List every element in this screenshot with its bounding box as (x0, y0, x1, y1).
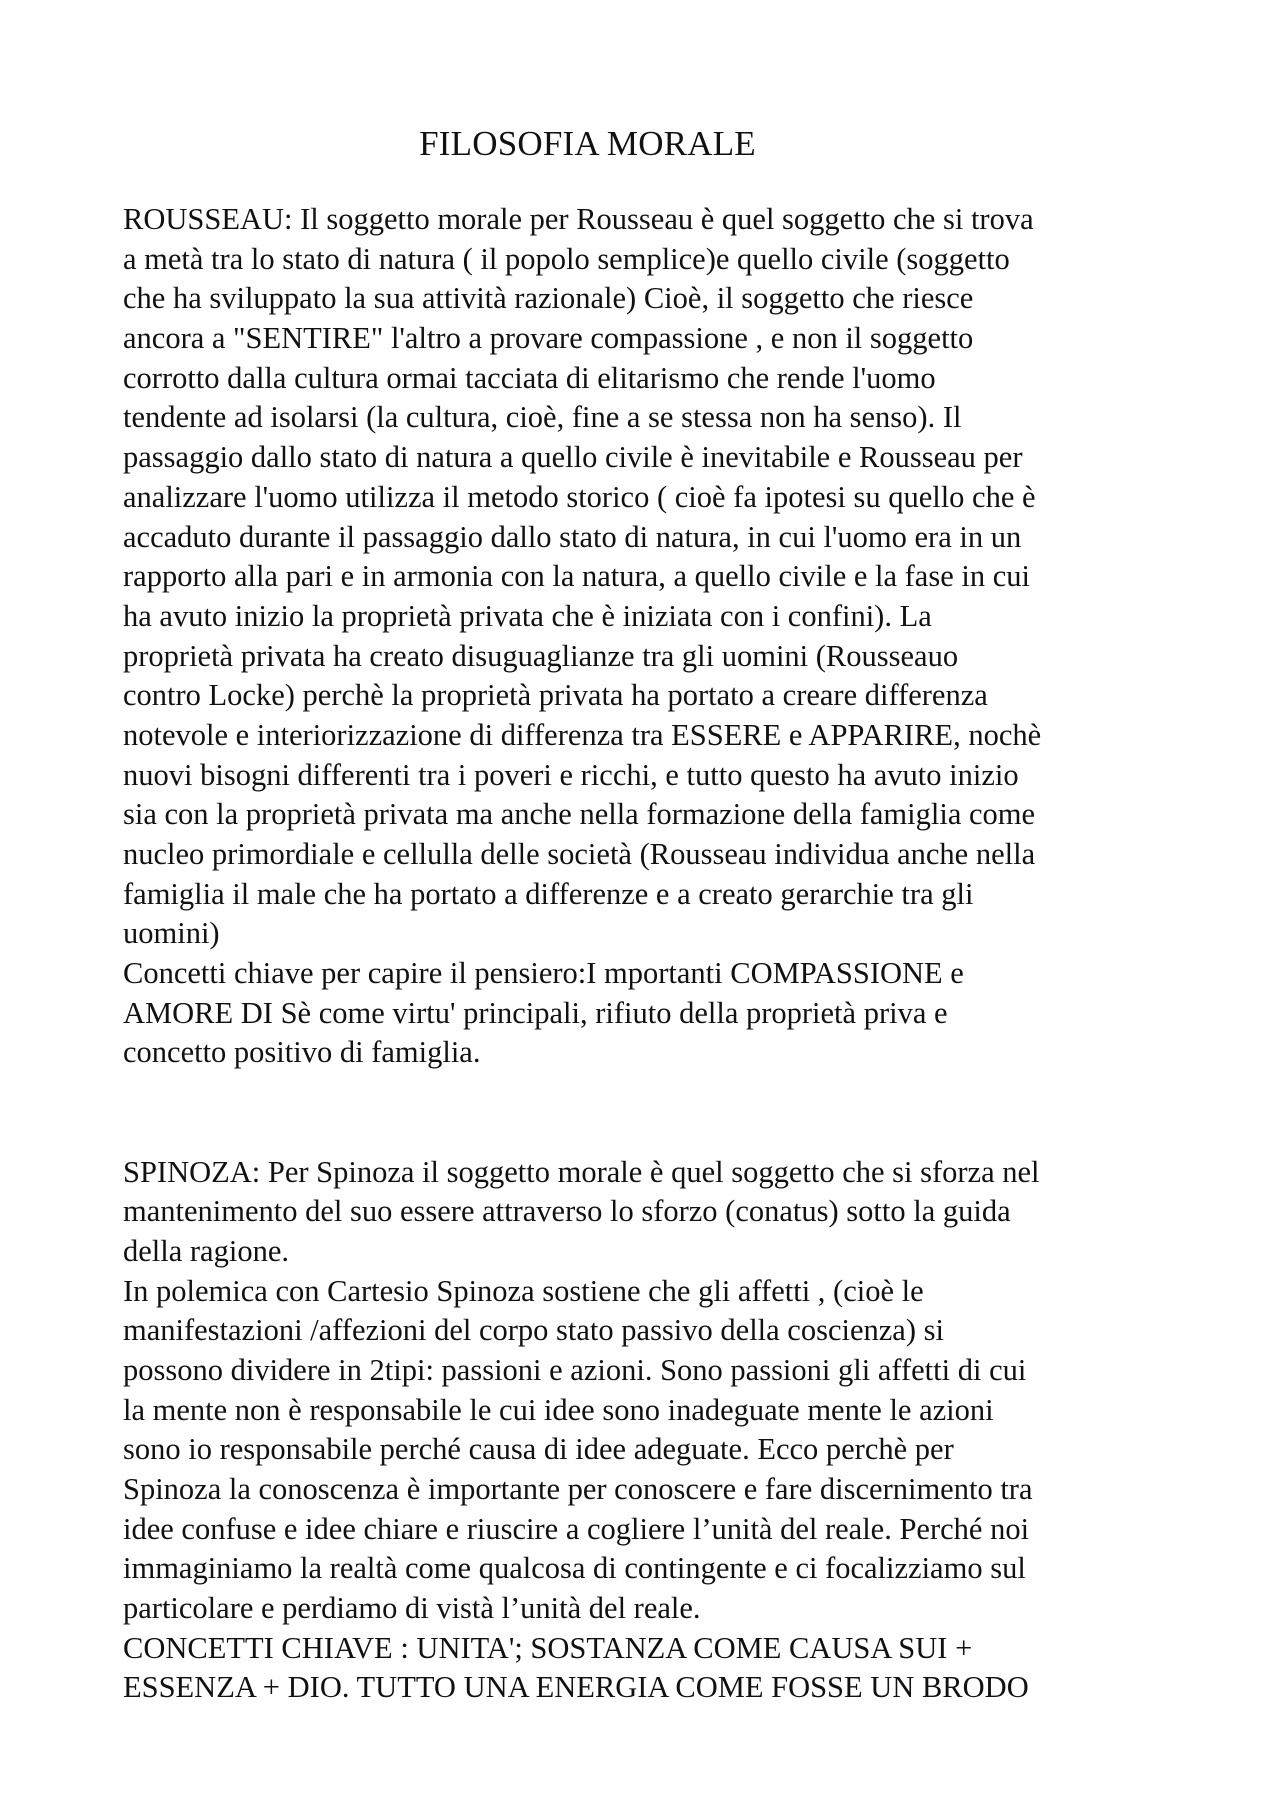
text-line: AMORE DI Sè come virtu' principali, rifiuto della proprietà priva e (123, 995, 948, 1030)
text-line: ha avuto inizio la proprietà privata che è iniziata con i confini). La (123, 598, 932, 633)
text-line: nuovi bisogni differenti tra i poveri e ricchi, e tutto questo ha avuto inizio (123, 757, 1019, 792)
text-line: rapporto alla pari e in armonia con la natura, a quello civile e la fase in cui (123, 559, 1030, 594)
text-line: accaduto durante il passaggio dallo stato di natura, in cui l'uomo era in un (123, 519, 1022, 554)
text-line: ancora a "SENTIRE" l'altro a provare compassione , e non il soggetto (123, 321, 974, 356)
text-line: In polemica con Cartesio Spinoza sostiene che gli affetti , (cioè le (123, 1273, 924, 1308)
text-line: tendente ad isolarsi (la cultura, cioè, fine a se stessa non ha senso). Il (123, 400, 962, 435)
text-line: immaginiamo la realtà come qualcosa di contingente e ci focalizziamo sul (123, 1551, 1026, 1586)
text-line: sono io responsabile perché causa di idee adeguate. Ecco perchè per (123, 1432, 954, 1467)
text-line: possono dividere in 2tipi: passioni e azioni. Sono passioni gli affetti di cui (123, 1352, 1027, 1387)
text-line: che ha sviluppato la sua attività razionale) Cioè, il soggetto che riesce (123, 281, 974, 316)
text-line: proprietà privata ha creato disuguaglianze tra gli uomini (Rousseauo (123, 638, 959, 673)
section-rousseau (123, 200, 1213, 1073)
text-line: della ragione. (123, 1233, 289, 1268)
text-line: Spinoza la conoscenza è importante per conoscere e fare discernimento tra (123, 1472, 1033, 1506)
text-line: corrotto dalla cultura ormai tacciata di elitarismo che rende l'uomo (123, 360, 936, 395)
text-line: uomini) (123, 916, 220, 951)
text-line: ESSENZA + DIO. TUTTO UNA ENERGIA COME FOSSE UN BRODO (123, 1670, 1029, 1705)
text-line: mantenimento del suo essere attraverso lo sforzo (conatus) sotto la guida (123, 1194, 1011, 1229)
text-line: ROUSSEAU: Il soggetto morale per Rousseau è quel soggetto che si trova (123, 202, 1034, 236)
text-line: particolare e perdiamo di vistà l’unità del reale. (123, 1591, 701, 1626)
text-line: analizzare l'uomo utilizza il metodo storico ( cioè fa ipotesi su quello che è (123, 479, 1036, 514)
document-title: FILOSOFIA MORALE (419, 124, 756, 163)
text-line: passaggio dallo stato di natura a quello civile è inevitabile e Rousseau per (123, 440, 1023, 475)
text-line: CONCETTI CHIAVE : UNITA'; SOSTANZA COME CAUSA SUI + (123, 1630, 973, 1665)
text-line: concetto positivo di famiglia. (123, 1035, 481, 1070)
text-line: famiglia il male che ha portato a differenze e a creato gerarchie tra gli (123, 876, 974, 911)
text-line: SPINOZA: Per Spinoza il soggetto morale è quel soggetto che si sforza nel (123, 1154, 1040, 1189)
text-line: sia con la proprietà privata ma anche nella formazione della famiglia come (123, 797, 1036, 832)
text-line: notevole e interiorizzazione di differenza tra ESSERE e APPARIRE, nochè (123, 717, 1042, 752)
paragraph-spacer (123, 1073, 1213, 1113)
text-line: manifestazioni /affezioni del corpo stato passivo della coscienza) si (123, 1313, 944, 1348)
text-line: idee confuse e idee chiare e riuscire a cogliere l’unità del reale. Perché noi (123, 1511, 1030, 1546)
document-body (123, 200, 1213, 1708)
paragraph-spacer (123, 1113, 1213, 1153)
section-spinoza (123, 1153, 1213, 1709)
text-line: la mente non è responsabile le cui idee sono inadeguate mente le azioni (123, 1392, 994, 1427)
text-line: Concetti chiave per capire il pensiero:I mportanti COMPASSIONE e (123, 956, 964, 991)
text-line: a metà tra lo stato di natura ( il popolo semplice)e quello civile (soggetto (123, 241, 1010, 276)
text-line: contro Locke) perchè la proprietà privata ha portato a creare differenza (123, 678, 988, 713)
text-line: nucleo primordiale e cellulla delle società (Rousseau individua anche nella (123, 837, 1036, 871)
